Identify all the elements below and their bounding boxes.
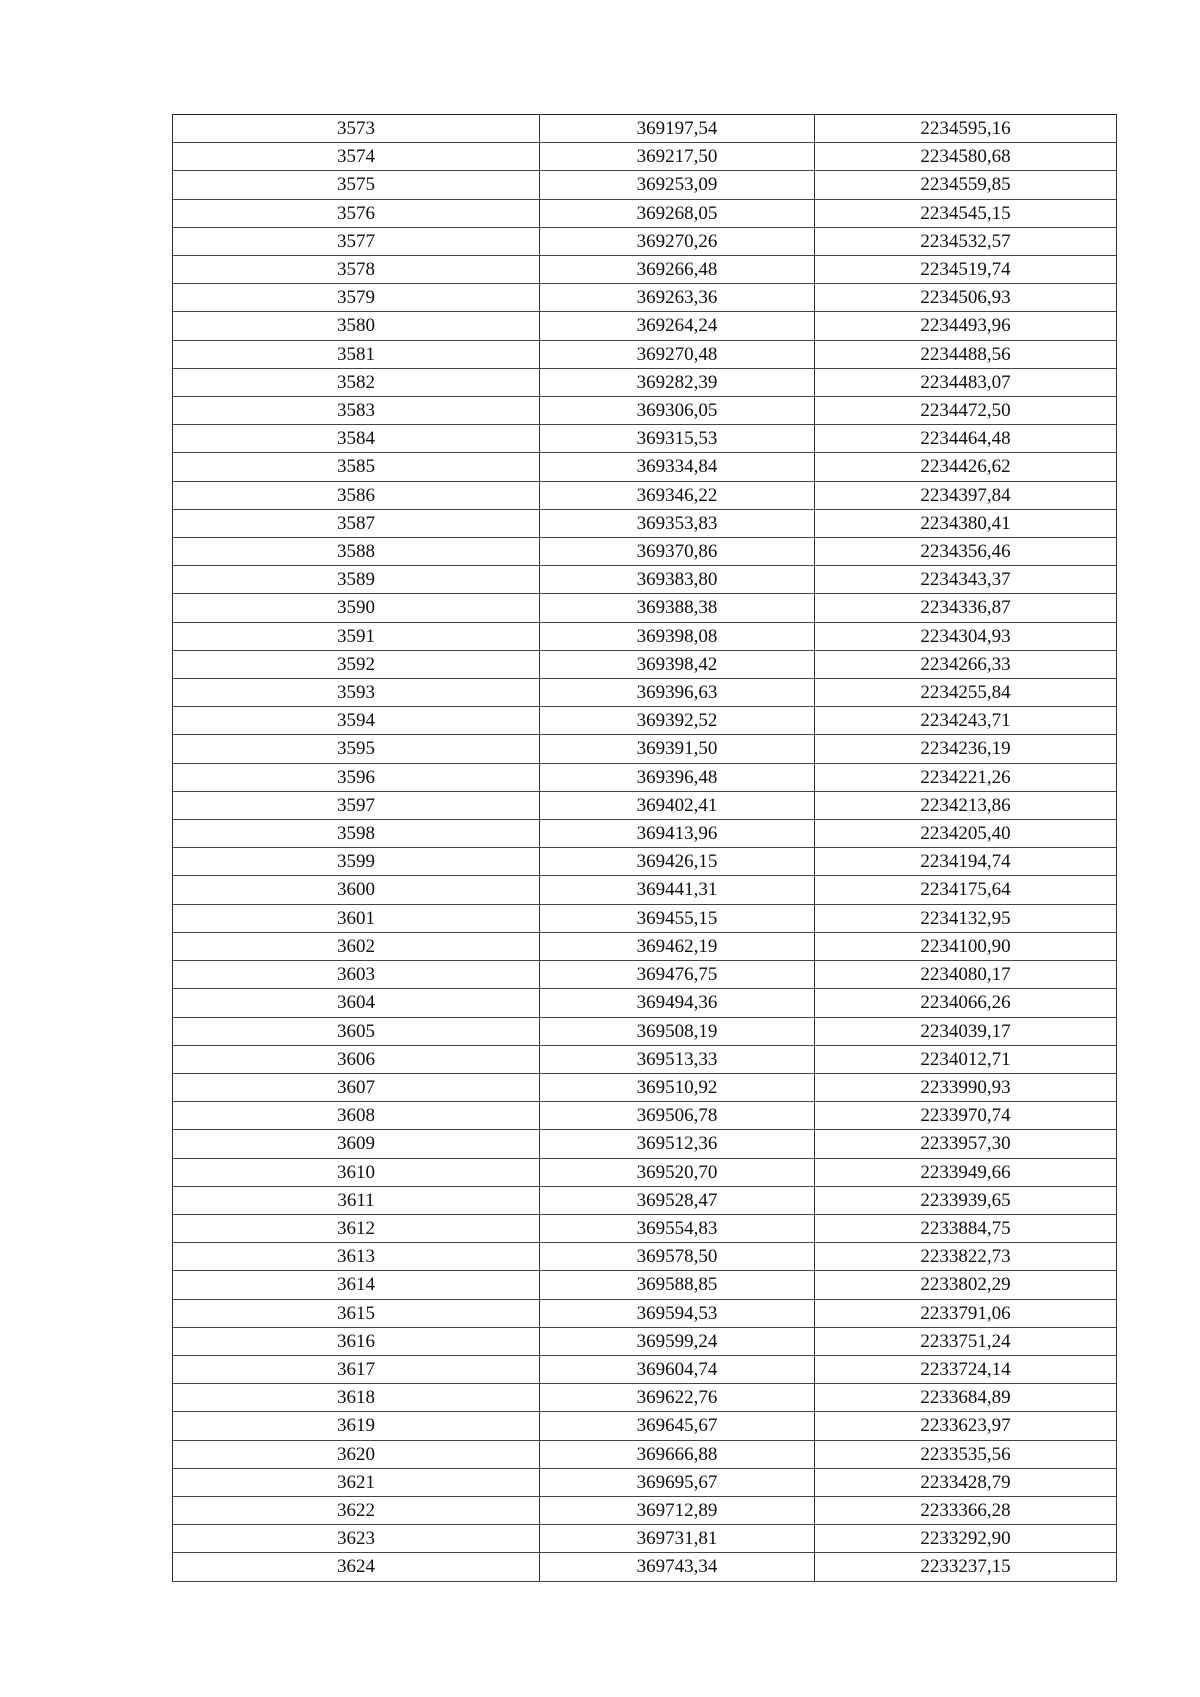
x-coordinate-cell: 369398,42 bbox=[540, 650, 815, 678]
table-row bbox=[173, 679, 1117, 707]
y-coordinate-cell: 2234483,07 bbox=[815, 368, 1117, 396]
x-coordinate-cell: 369588,85 bbox=[540, 1271, 815, 1299]
y-coordinate-cell: 2233428,79 bbox=[815, 1468, 1117, 1496]
x-coordinate-cell: 369270,48 bbox=[540, 340, 815, 368]
point-number-cell: 3624 bbox=[173, 1553, 540, 1581]
y-coordinate-cell: 2233939,65 bbox=[815, 1186, 1117, 1214]
x-coordinate-cell: 369383,80 bbox=[540, 566, 815, 594]
x-coordinate-cell: 369599,24 bbox=[540, 1327, 815, 1355]
y-coordinate-cell: 2233791,06 bbox=[815, 1299, 1117, 1327]
point-number-cell: 3574 bbox=[173, 143, 540, 171]
table-row bbox=[173, 650, 1117, 678]
point-number-cell: 3578 bbox=[173, 256, 540, 284]
x-coordinate-cell: 369494,36 bbox=[540, 989, 815, 1017]
y-coordinate-cell: 2234545,15 bbox=[815, 199, 1117, 227]
x-coordinate-cell: 369398,08 bbox=[540, 622, 815, 650]
point-number-cell: 3615 bbox=[173, 1299, 540, 1327]
x-coordinate-cell: 369268,05 bbox=[540, 199, 815, 227]
point-number-cell: 3617 bbox=[173, 1355, 540, 1383]
point-number-cell: 3618 bbox=[173, 1384, 540, 1412]
table-row bbox=[173, 594, 1117, 622]
x-coordinate-cell: 369263,36 bbox=[540, 284, 815, 312]
y-coordinate-cell: 2234194,74 bbox=[815, 848, 1117, 876]
table-row bbox=[173, 1440, 1117, 1468]
table-row bbox=[173, 1073, 1117, 1101]
table-row bbox=[173, 143, 1117, 171]
point-number-cell: 3604 bbox=[173, 989, 540, 1017]
y-coordinate-cell: 2234066,26 bbox=[815, 989, 1117, 1017]
point-number-cell: 3580 bbox=[173, 312, 540, 340]
table-row bbox=[173, 1327, 1117, 1355]
x-coordinate-cell: 369413,96 bbox=[540, 820, 815, 848]
table-row bbox=[173, 989, 1117, 1017]
point-number-cell: 3599 bbox=[173, 848, 540, 876]
y-coordinate-cell: 2233990,93 bbox=[815, 1073, 1117, 1101]
table-row bbox=[173, 256, 1117, 284]
x-coordinate-cell: 369476,75 bbox=[540, 961, 815, 989]
y-coordinate-cell: 2233949,66 bbox=[815, 1158, 1117, 1186]
table-row bbox=[173, 1243, 1117, 1271]
table-row bbox=[173, 848, 1117, 876]
point-number-cell: 3593 bbox=[173, 679, 540, 707]
y-coordinate-cell: 2234506,93 bbox=[815, 284, 1117, 312]
x-coordinate-cell: 369528,47 bbox=[540, 1186, 815, 1214]
y-coordinate-cell: 2234595,16 bbox=[815, 115, 1117, 143]
point-number-cell: 3603 bbox=[173, 961, 540, 989]
y-coordinate-cell: 2234580,68 bbox=[815, 143, 1117, 171]
y-coordinate-cell: 2233623,97 bbox=[815, 1412, 1117, 1440]
x-coordinate-cell: 369217,50 bbox=[540, 143, 815, 171]
point-number-cell: 3587 bbox=[173, 509, 540, 537]
table-row bbox=[173, 1525, 1117, 1553]
table-row bbox=[173, 425, 1117, 453]
table-row bbox=[173, 509, 1117, 537]
x-coordinate-cell: 369594,53 bbox=[540, 1299, 815, 1327]
y-coordinate-cell: 2234243,71 bbox=[815, 707, 1117, 735]
point-number-cell: 3611 bbox=[173, 1186, 540, 1214]
table-row bbox=[173, 1412, 1117, 1440]
x-coordinate-cell: 369396,48 bbox=[540, 763, 815, 791]
point-number-cell: 3577 bbox=[173, 227, 540, 255]
point-number-cell: 3606 bbox=[173, 1045, 540, 1073]
y-coordinate-cell: 2233684,89 bbox=[815, 1384, 1117, 1412]
y-coordinate-cell: 2234132,95 bbox=[815, 904, 1117, 932]
point-number-cell: 3591 bbox=[173, 622, 540, 650]
table-row bbox=[173, 397, 1117, 425]
y-coordinate-cell: 2234266,33 bbox=[815, 650, 1117, 678]
point-number-cell: 3596 bbox=[173, 763, 540, 791]
point-number-cell: 3579 bbox=[173, 284, 540, 312]
table-row bbox=[173, 1158, 1117, 1186]
table-row bbox=[173, 171, 1117, 199]
table-row bbox=[173, 1271, 1117, 1299]
y-coordinate-cell: 2233970,74 bbox=[815, 1102, 1117, 1130]
table-row bbox=[173, 199, 1117, 227]
x-coordinate-cell: 369396,63 bbox=[540, 679, 815, 707]
x-coordinate-cell: 369426,15 bbox=[540, 848, 815, 876]
x-coordinate-cell: 369512,36 bbox=[540, 1130, 815, 1158]
table-row bbox=[173, 1355, 1117, 1383]
point-number-cell: 3601 bbox=[173, 904, 540, 932]
y-coordinate-cell: 2234532,57 bbox=[815, 227, 1117, 255]
table-row bbox=[173, 453, 1117, 481]
x-coordinate-cell: 369622,76 bbox=[540, 1384, 815, 1412]
y-coordinate-cell: 2234397,84 bbox=[815, 481, 1117, 509]
y-coordinate-cell: 2233724,14 bbox=[815, 1355, 1117, 1383]
x-coordinate-cell: 369266,48 bbox=[540, 256, 815, 284]
y-coordinate-cell: 2233366,28 bbox=[815, 1496, 1117, 1524]
x-coordinate-cell: 369264,24 bbox=[540, 312, 815, 340]
point-number-cell: 3586 bbox=[173, 481, 540, 509]
point-number-cell: 3595 bbox=[173, 735, 540, 763]
x-coordinate-cell: 369743,34 bbox=[540, 1553, 815, 1581]
x-coordinate-cell: 369712,89 bbox=[540, 1496, 815, 1524]
y-coordinate-cell: 2234175,64 bbox=[815, 876, 1117, 904]
table-row bbox=[173, 1299, 1117, 1327]
x-coordinate-cell: 369197,54 bbox=[540, 115, 815, 143]
point-number-cell: 3582 bbox=[173, 368, 540, 396]
x-coordinate-cell: 369270,26 bbox=[540, 227, 815, 255]
x-coordinate-cell: 369604,74 bbox=[540, 1355, 815, 1383]
y-coordinate-cell: 2233237,15 bbox=[815, 1553, 1117, 1581]
point-number-cell: 3590 bbox=[173, 594, 540, 622]
x-coordinate-cell: 369455,15 bbox=[540, 904, 815, 932]
y-coordinate-cell: 2234559,85 bbox=[815, 171, 1117, 199]
table-row bbox=[173, 538, 1117, 566]
x-coordinate-cell: 369508,19 bbox=[540, 1017, 815, 1045]
y-coordinate-cell: 2234205,40 bbox=[815, 820, 1117, 848]
coordinates-table bbox=[172, 114, 1117, 1582]
table-row bbox=[173, 763, 1117, 791]
y-coordinate-cell: 2234488,56 bbox=[815, 340, 1117, 368]
point-number-cell: 3614 bbox=[173, 1271, 540, 1299]
point-number-cell: 3581 bbox=[173, 340, 540, 368]
x-coordinate-cell: 369253,09 bbox=[540, 171, 815, 199]
table-row bbox=[173, 1468, 1117, 1496]
table-row bbox=[173, 368, 1117, 396]
y-coordinate-cell: 2234080,17 bbox=[815, 961, 1117, 989]
point-number-cell: 3608 bbox=[173, 1102, 540, 1130]
y-coordinate-cell: 2233822,73 bbox=[815, 1243, 1117, 1271]
x-coordinate-cell: 369370,86 bbox=[540, 538, 815, 566]
point-number-cell: 3584 bbox=[173, 425, 540, 453]
x-coordinate-cell: 369513,33 bbox=[540, 1045, 815, 1073]
point-number-cell: 3607 bbox=[173, 1073, 540, 1101]
x-coordinate-cell: 369554,83 bbox=[540, 1214, 815, 1242]
table-row bbox=[173, 1102, 1117, 1130]
table-row bbox=[173, 284, 1117, 312]
point-number-cell: 3623 bbox=[173, 1525, 540, 1553]
y-coordinate-cell: 2233535,56 bbox=[815, 1440, 1117, 1468]
point-number-cell: 3612 bbox=[173, 1214, 540, 1242]
table-row bbox=[173, 312, 1117, 340]
point-number-cell: 3576 bbox=[173, 199, 540, 227]
table-row bbox=[173, 566, 1117, 594]
table-row bbox=[173, 115, 1117, 143]
point-number-cell: 3573 bbox=[173, 115, 540, 143]
point-number-cell: 3594 bbox=[173, 707, 540, 735]
point-number-cell: 3605 bbox=[173, 1017, 540, 1045]
x-coordinate-cell: 369462,19 bbox=[540, 932, 815, 960]
x-coordinate-cell: 369731,81 bbox=[540, 1525, 815, 1553]
point-number-cell: 3598 bbox=[173, 820, 540, 848]
table-row bbox=[173, 1496, 1117, 1524]
y-coordinate-cell: 2234380,41 bbox=[815, 509, 1117, 537]
y-coordinate-cell: 2234472,50 bbox=[815, 397, 1117, 425]
point-number-cell: 3613 bbox=[173, 1243, 540, 1271]
table-row bbox=[173, 876, 1117, 904]
point-number-cell: 3609 bbox=[173, 1130, 540, 1158]
x-coordinate-cell: 369353,83 bbox=[540, 509, 815, 537]
table-row bbox=[173, 932, 1117, 960]
point-number-cell: 3575 bbox=[173, 171, 540, 199]
x-coordinate-cell: 369578,50 bbox=[540, 1243, 815, 1271]
y-coordinate-cell: 2234343,37 bbox=[815, 566, 1117, 594]
x-coordinate-cell: 369506,78 bbox=[540, 1102, 815, 1130]
y-coordinate-cell: 2234336,87 bbox=[815, 594, 1117, 622]
x-coordinate-cell: 369306,05 bbox=[540, 397, 815, 425]
table-row bbox=[173, 1384, 1117, 1412]
y-coordinate-cell: 2234236,19 bbox=[815, 735, 1117, 763]
x-coordinate-cell: 369334,84 bbox=[540, 453, 815, 481]
x-coordinate-cell: 369392,52 bbox=[540, 707, 815, 735]
coordinates-table-body bbox=[173, 115, 1117, 1582]
table-row bbox=[173, 735, 1117, 763]
point-number-cell: 3610 bbox=[173, 1158, 540, 1186]
table-row bbox=[173, 707, 1117, 735]
y-coordinate-cell: 2234464,48 bbox=[815, 425, 1117, 453]
table-row bbox=[173, 1186, 1117, 1214]
x-coordinate-cell: 369346,22 bbox=[540, 481, 815, 509]
x-coordinate-cell: 369402,41 bbox=[540, 791, 815, 819]
point-number-cell: 3622 bbox=[173, 1496, 540, 1524]
y-coordinate-cell: 2234356,46 bbox=[815, 538, 1117, 566]
y-coordinate-cell: 2234304,93 bbox=[815, 622, 1117, 650]
y-coordinate-cell: 2234039,17 bbox=[815, 1017, 1117, 1045]
point-number-cell: 3583 bbox=[173, 397, 540, 425]
x-coordinate-cell: 369391,50 bbox=[540, 735, 815, 763]
table-row bbox=[173, 904, 1117, 932]
point-number-cell: 3620 bbox=[173, 1440, 540, 1468]
x-coordinate-cell: 369282,39 bbox=[540, 368, 815, 396]
table-row bbox=[173, 1214, 1117, 1242]
point-number-cell: 3589 bbox=[173, 566, 540, 594]
x-coordinate-cell: 369441,31 bbox=[540, 876, 815, 904]
y-coordinate-cell: 2234213,86 bbox=[815, 791, 1117, 819]
point-number-cell: 3588 bbox=[173, 538, 540, 566]
point-number-cell: 3621 bbox=[173, 1468, 540, 1496]
x-coordinate-cell: 369315,53 bbox=[540, 425, 815, 453]
point-number-cell: 3602 bbox=[173, 932, 540, 960]
point-number-cell: 3585 bbox=[173, 453, 540, 481]
y-coordinate-cell: 2234100,90 bbox=[815, 932, 1117, 960]
y-coordinate-cell: 2233292,90 bbox=[815, 1525, 1117, 1553]
y-coordinate-cell: 2234426,62 bbox=[815, 453, 1117, 481]
y-coordinate-cell: 2233884,75 bbox=[815, 1214, 1117, 1242]
table-row bbox=[173, 340, 1117, 368]
table-row bbox=[173, 961, 1117, 989]
x-coordinate-cell: 369645,67 bbox=[540, 1412, 815, 1440]
point-number-cell: 3616 bbox=[173, 1327, 540, 1355]
table-row bbox=[173, 1017, 1117, 1045]
table-row bbox=[173, 1130, 1117, 1158]
point-number-cell: 3600 bbox=[173, 876, 540, 904]
table-row bbox=[173, 227, 1117, 255]
x-coordinate-cell: 369520,70 bbox=[540, 1158, 815, 1186]
y-coordinate-cell: 2234012,71 bbox=[815, 1045, 1117, 1073]
point-number-cell: 3597 bbox=[173, 791, 540, 819]
table-row bbox=[173, 622, 1117, 650]
y-coordinate-cell: 2234519,74 bbox=[815, 256, 1117, 284]
y-coordinate-cell: 2234221,26 bbox=[815, 763, 1117, 791]
x-coordinate-cell: 369388,38 bbox=[540, 594, 815, 622]
x-coordinate-cell: 369510,92 bbox=[540, 1073, 815, 1101]
y-coordinate-cell: 2233957,30 bbox=[815, 1130, 1117, 1158]
table-row bbox=[173, 820, 1117, 848]
x-coordinate-cell: 369666,88 bbox=[540, 1440, 815, 1468]
x-coordinate-cell: 369695,67 bbox=[540, 1468, 815, 1496]
y-coordinate-cell: 2234493,96 bbox=[815, 312, 1117, 340]
table-row bbox=[173, 481, 1117, 509]
y-coordinate-cell: 2234255,84 bbox=[815, 679, 1117, 707]
table-row bbox=[173, 791, 1117, 819]
y-coordinate-cell: 2233802,29 bbox=[815, 1271, 1117, 1299]
point-number-cell: 3619 bbox=[173, 1412, 540, 1440]
table-row bbox=[173, 1553, 1117, 1581]
table-row bbox=[173, 1045, 1117, 1073]
y-coordinate-cell: 2233751,24 bbox=[815, 1327, 1117, 1355]
point-number-cell: 3592 bbox=[173, 650, 540, 678]
